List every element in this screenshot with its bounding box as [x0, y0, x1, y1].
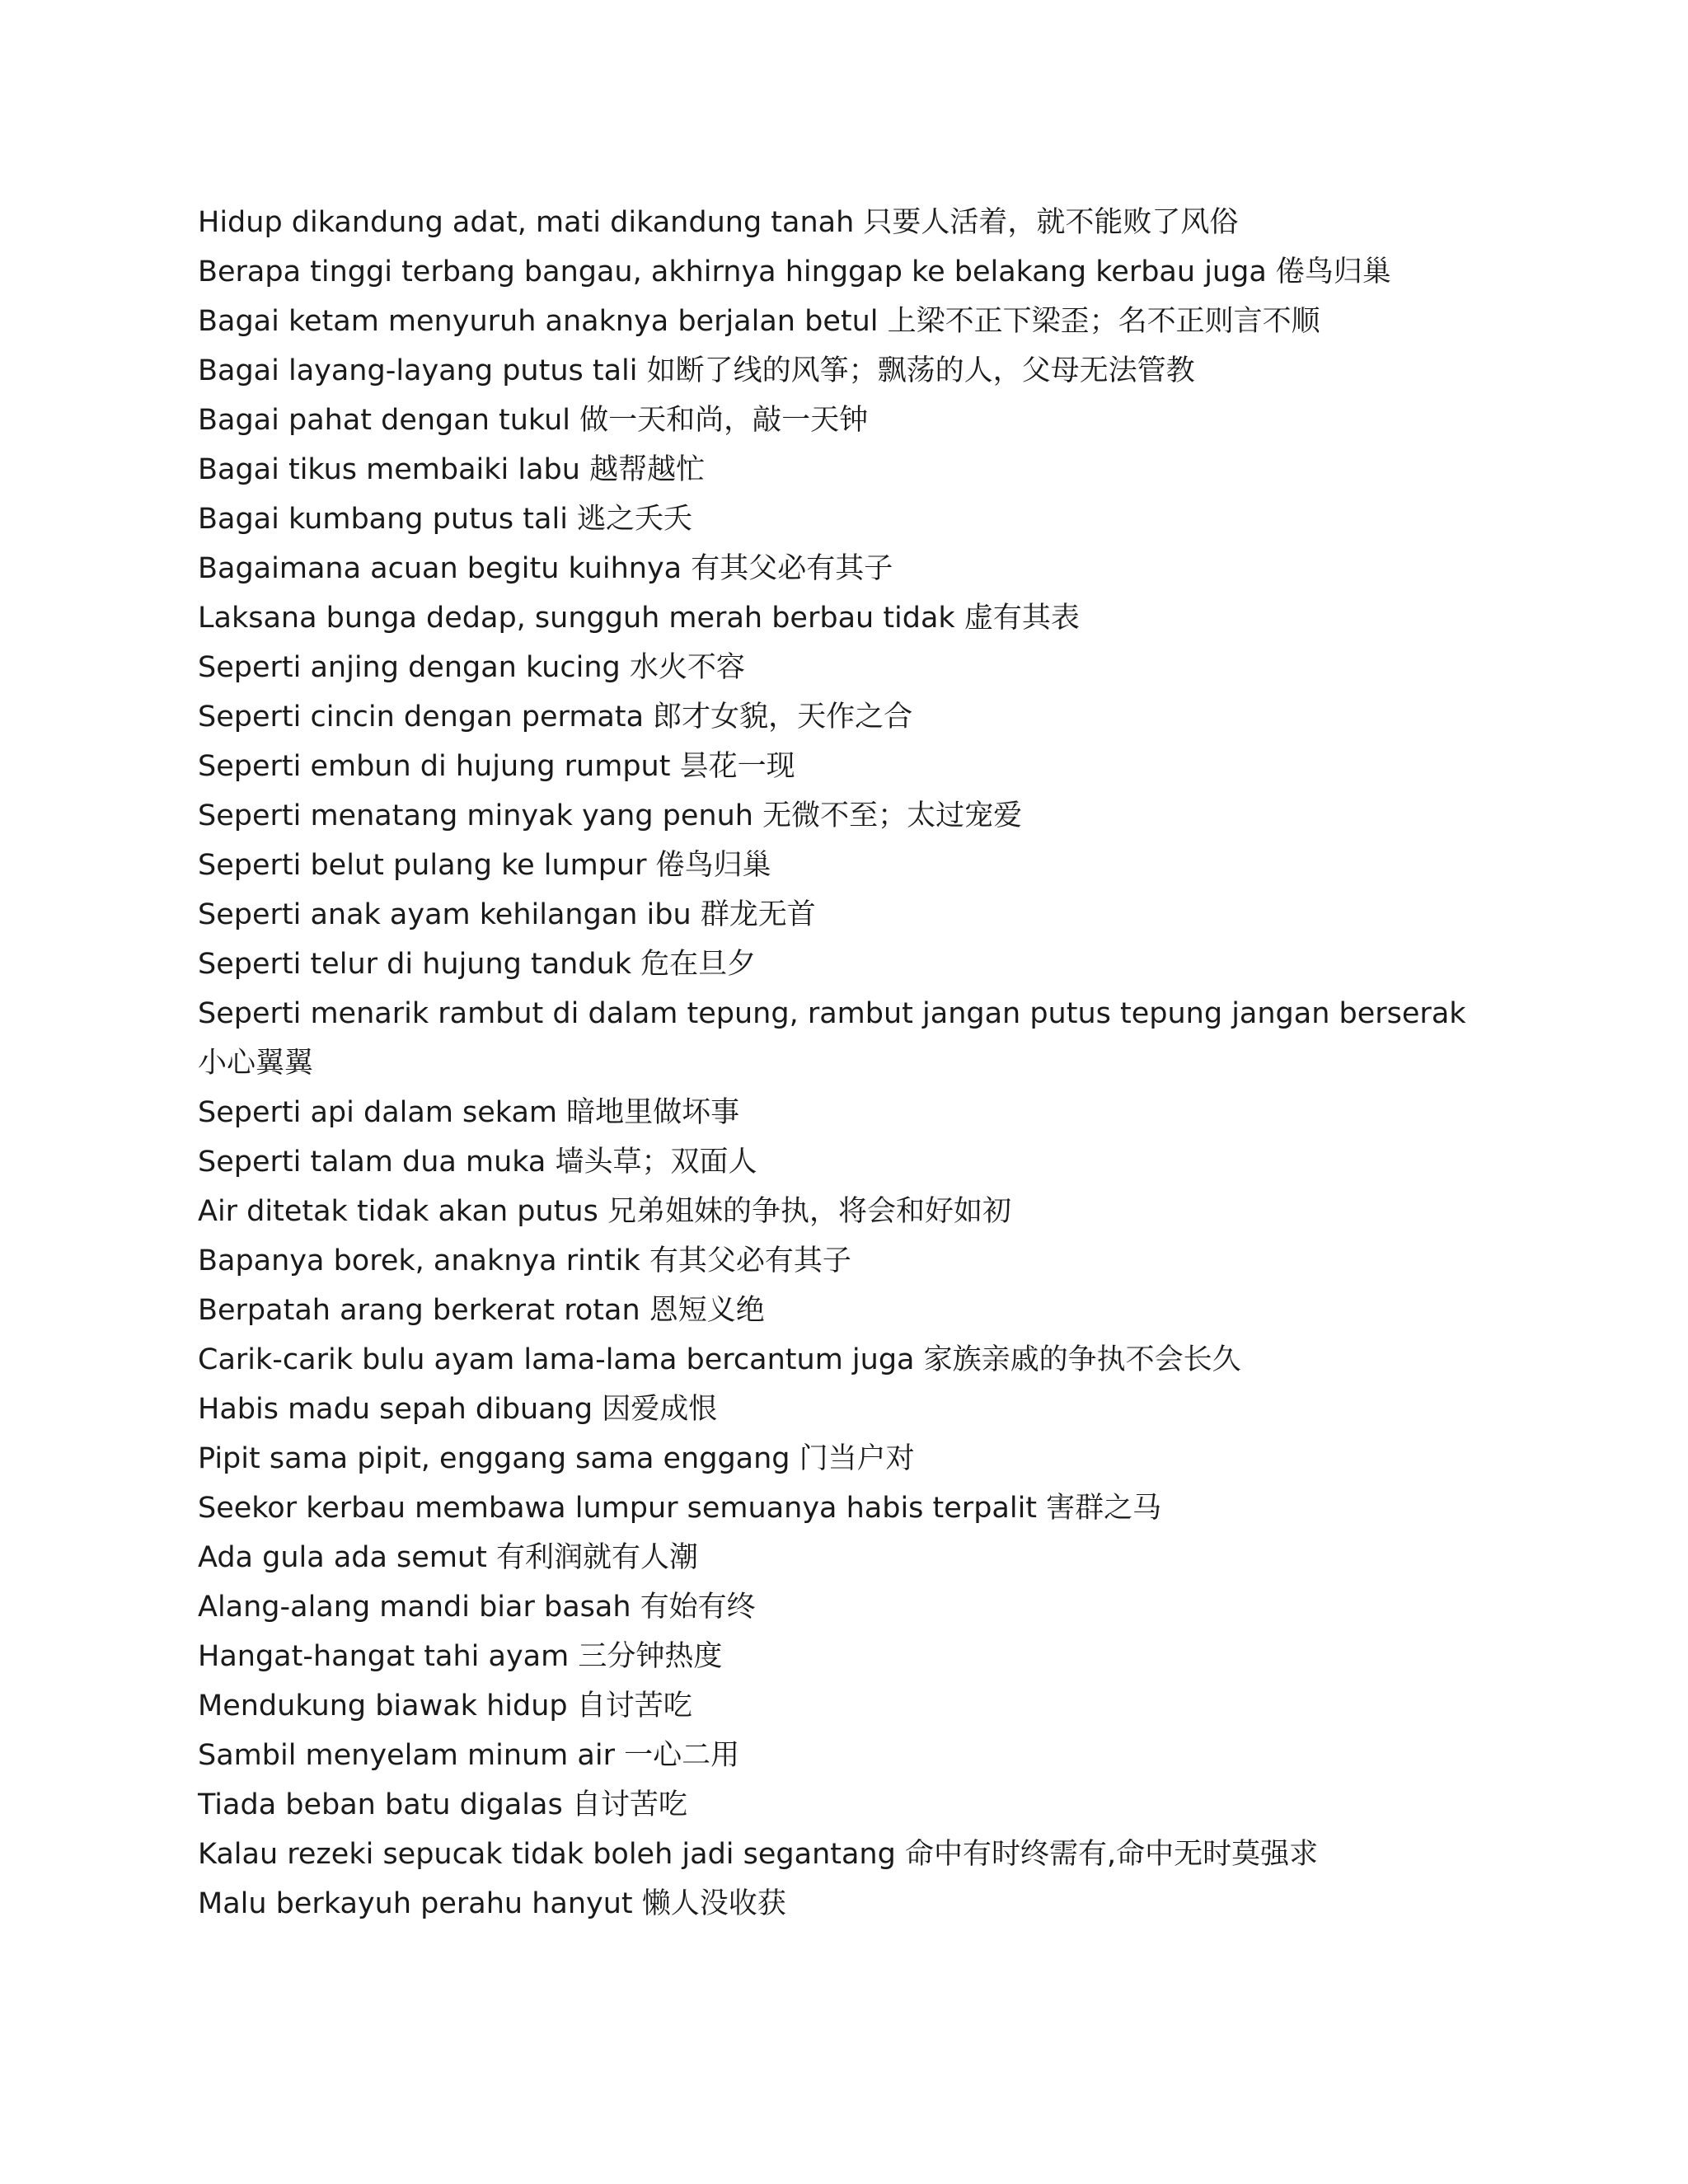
proverb-line: Malu berkayuh perahu hanyut 懒人没收获	[198, 1887, 786, 1920]
proverb-line: Pipit sama pipit, enggang sama enggang 门当户对	[198, 1442, 915, 1475]
proverb-line: Bagai ketam menyuruh anaknya berjalan betul 上梁不正下梁歪；名不正则言不顺	[198, 305, 1320, 338]
proverb-list	[198, 198, 1467, 1929]
proverb-line: Berpatah arang berkerat rotan 恩短义绝	[198, 1294, 765, 1327]
proverb-line: Hidup dikandung adat, mati dikandung tanah 只要人活着，就不能败了风俗	[198, 206, 1239, 239]
proverb-line: Bagaimana acuan begitu kuihnya 有其父必有其子	[198, 552, 893, 585]
proverb-line: Mendukung biawak hidup 自讨苦吃	[198, 1690, 692, 1722]
proverb-line: Kalau rezeki sepucak tidak boleh jadi segantang 命中有时终需有,命中无时莫强求	[198, 1838, 1319, 1871]
proverb-line: Bagai kumbang putus tali 逃之夭夭	[198, 503, 693, 536]
proverb-line: Ada gula ada semut 有利润就有人潮	[198, 1541, 698, 1574]
proverb-line: Alang-alang mandi biar basah 有始有终	[198, 1591, 756, 1624]
proverb-line: Seperti api dalam sekam 暗地里做坏事	[198, 1096, 740, 1129]
proverb-line: Seperti embun di hujung rumput 昙花一现	[198, 750, 795, 783]
proverb-line: Seperti anak ayam kehilangan ibu 群龙无首	[198, 898, 816, 931]
proverb-line: Seekor kerbau membawa lumpur semuanya habis terpalit 害群之马	[198, 1492, 1162, 1525]
proverb-line: Bagai pahat dengan tukul 做一天和尚，敲一天钟	[198, 404, 869, 437]
proverb-line: Berapa tinggi terbang bangau, akhirnya hinggap ke belakang kerbau juga 倦鸟归巢	[198, 255, 1391, 288]
proverb-line: Seperti cincin dengan permata 郎才女貌，天作之合	[198, 701, 913, 733]
proverb-line: Sambil menyelam minum air 一心二用	[198, 1739, 740, 1772]
proverb-line: Seperti anjing dengan kucing 水火不容	[198, 651, 745, 684]
proverb-line: Habis madu sepah dibuang 因爱成恨	[198, 1393, 718, 1426]
proverb-line: Seperti menatang minyak yang penuh 无微不至；太过宠爱	[198, 799, 1023, 832]
proverb-line: Air ditetak tidak akan putus 兄弟姐妹的争执，将会和好如初	[198, 1195, 1011, 1228]
proverb-line: Carik-carik bulu ayam lama-lama bercantum juga 家族亲戚的争执不会长久	[198, 1343, 1241, 1376]
proverb-line: Bagai tikus membaiki labu 越帮越忙	[198, 453, 706, 486]
proverb-line: Bapanya borek, anaknya rintik 有其父必有其子	[198, 1244, 851, 1277]
proverb-line: Bagai layang-layang putus tali 如断了线的风筝；飘荡的人，父母无法管教	[198, 354, 1195, 387]
proverb-line: Tiada beban batu digalas 自讨苦吃	[198, 1788, 687, 1821]
proverb-line: Seperti menarik rambut di dalam tepung, rambut jangan putus tepung jangan berserak 小心翼翼	[198, 997, 1466, 1080]
proverb-line: Seperti talam dua muka 墙头草；双面人	[198, 1146, 757, 1179]
proverb-line: Seperti telur di hujung tanduk 危在旦夕	[198, 948, 757, 981]
proverb-line: Laksana bunga dedap, sungguh merah berbau tidak 虚有其表	[198, 602, 1080, 635]
proverb-line: Seperti belut pulang ke lumpur 倦鸟归巢	[198, 849, 771, 882]
proverb-line: Hangat-hangat tahi ayam 三分钟热度	[198, 1640, 723, 1673]
